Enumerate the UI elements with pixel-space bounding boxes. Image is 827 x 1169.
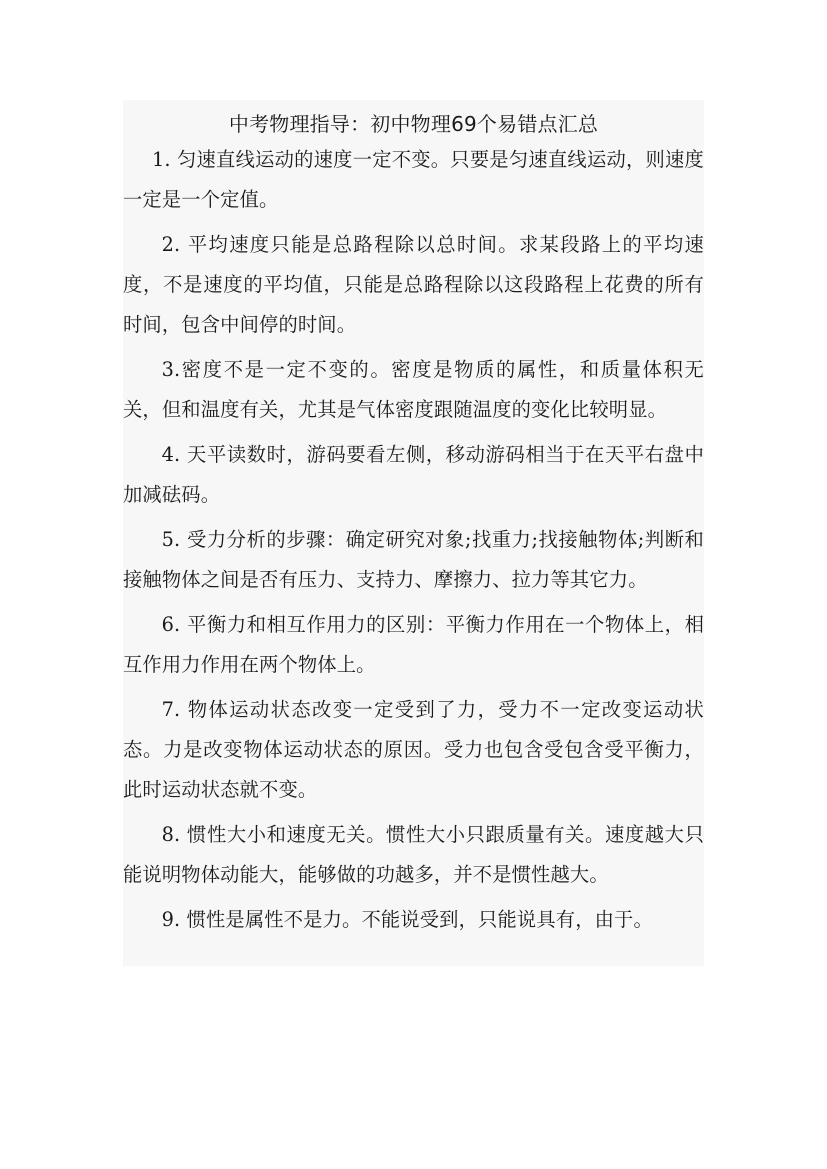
error-point-item-9: 9. 惯性是属性不是力。不能说受到，只能说具有，由于。 — [161, 908, 653, 931]
error-point-item-1: 1. 匀速直线运动的速度一定不变。只要是匀速直线运动，则速度一定是一个定值。 — [123, 148, 704, 211]
document-title: 中考物理指导：初中物理69个易错点汇总 — [228, 112, 599, 136]
error-point-item-5: 5. 受力分析的步骤：确定研究对象;找重力;找接触物体;判断和接触物体之间是否有压力、支持力、摩擦力、拉力等其它力。 — [123, 528, 704, 591]
error-point-item-3: 3.密度不是一定不变的。密度是物质的属性，和质量体积无关，但和温度有关，尤其是气体密度跟随温度的变化比较明显。 — [123, 358, 704, 421]
error-point-item-6: 6. 平衡力和相互作用力的区别：平衡力作用在一个物体上，相互作用力作用在两个物体上。 — [123, 613, 704, 676]
error-point-item-8: 8. 惯性大小和速度无关。惯性大小只跟质量有关。速度越大只能说明物体动能大，能够做的功越多，并不是惯性越大。 — [123, 823, 704, 886]
error-point-item-4: 4. 天平读数时，游码要看左侧，移动游码相当于在天平右盘中加减砝码。 — [123, 443, 704, 506]
error-point-item-7: 7. 物体运动状态改变一定受到了力，受力不一定改变运动状态。力是改变物体运动状态的原因。受力也包含受包含受平衡力，此时运动状态就不变。 — [123, 698, 704, 801]
document-page — [123, 100, 704, 966]
error-point-item-2: 2. 平均速度只能是总路程除以总时间。求某段路上的平均速度，不是速度的平均值，只能是总路程除以这段路程上花费的所有时间，包含中间停的时间。 — [123, 233, 704, 336]
